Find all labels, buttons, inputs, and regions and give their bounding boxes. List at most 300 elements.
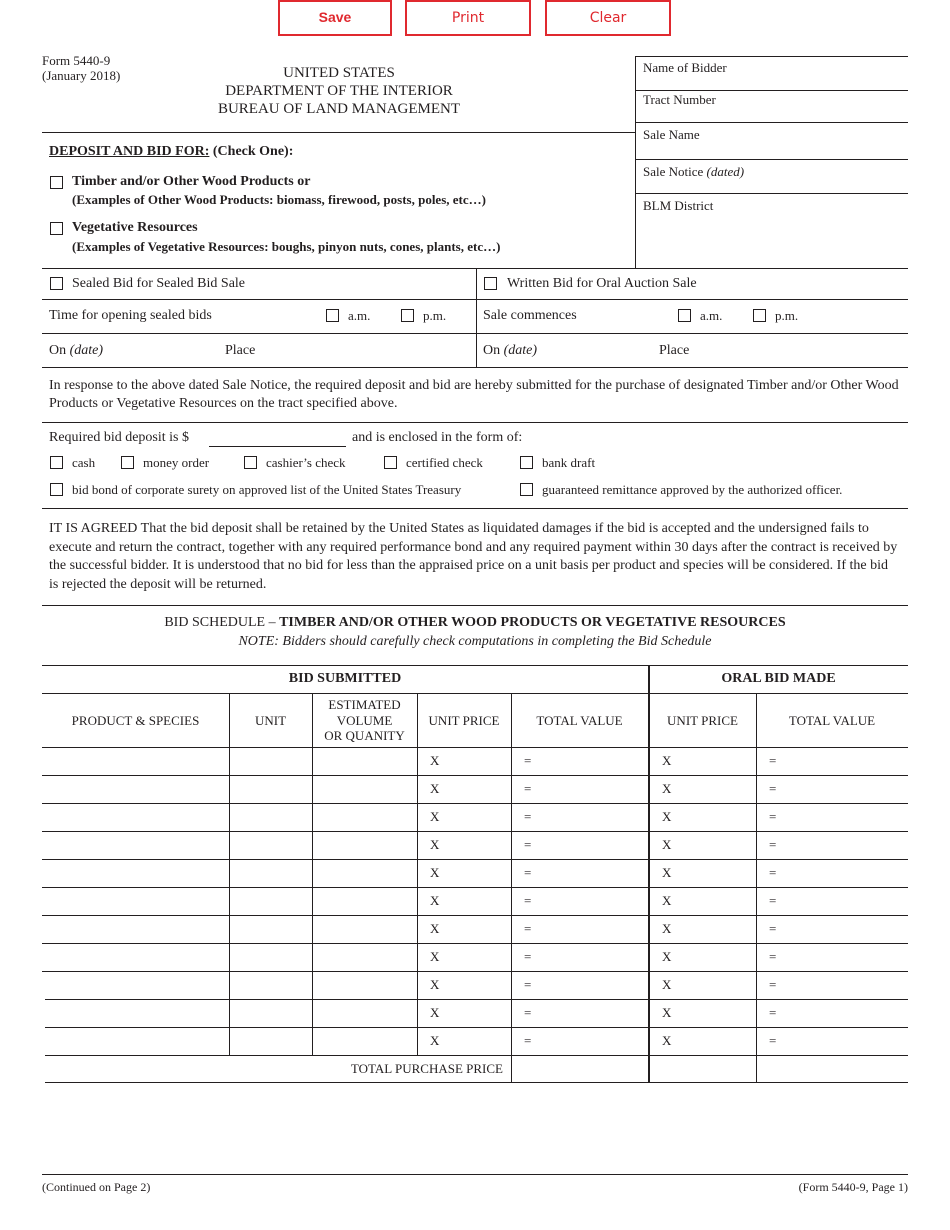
multiply-mark: X: [430, 977, 440, 992]
multiply-mark: X: [430, 753, 440, 768]
multiply-mark: X: [430, 949, 440, 964]
equals-mark: =: [524, 753, 532, 768]
oral-unit-price-input[interactable]: [651, 945, 754, 969]
unit-input[interactable]: [231, 917, 310, 941]
group-divider: [648, 831, 650, 859]
col-divider: [756, 831, 757, 859]
col-total-value: TOTAL VALUE: [536, 713, 623, 728]
bank-draft-label: bank draft: [542, 455, 596, 470]
col-divider: [417, 803, 418, 831]
equals-mark: =: [769, 893, 777, 908]
schedule-title: [42, 615, 908, 631]
vegetative-checkbox[interactable]: [50, 222, 63, 235]
col-divider: [511, 971, 512, 999]
blm-district-label: BLM District: [643, 198, 714, 213]
timber-checkbox[interactable]: [50, 176, 63, 189]
col-divider: [229, 859, 230, 887]
equals-mark: =: [524, 1033, 532, 1048]
col-divider: [511, 747, 512, 775]
equals-mark: =: [524, 921, 532, 936]
oral-total-purchase-price-input[interactable]: [758, 1057, 906, 1081]
check-one-label: (Check One):: [212, 144, 294, 159]
unit-input[interactable]: [231, 833, 310, 857]
total-value-input[interactable]: [513, 861, 646, 885]
oral-on-label: On: [483, 343, 501, 358]
group-divider: [648, 803, 650, 831]
schedule-note: NOTE: Bidders should carefully check computations in completing the Bid Schedule: [238, 634, 712, 649]
oral-place-field[interactable]: [659, 343, 904, 359]
col-product-species: PRODUCT & SPECIES: [71, 713, 200, 728]
col-divider: [312, 943, 313, 971]
bid-bond-label: bid bond of corporate surety on approved list of the United States Treasury: [72, 482, 462, 497]
col-divider: [417, 971, 418, 999]
multiply-mark: X: [662, 1033, 672, 1048]
col-divider: [312, 999, 313, 1027]
product-species-input[interactable]: [44, 1029, 227, 1053]
unit-price-input[interactable]: [419, 973, 509, 997]
bid-submitted-header: BID SUBMITTED: [288, 671, 402, 686]
col-divider: [511, 775, 512, 803]
opening-pm-label: p.m.: [423, 308, 447, 323]
total-purchase-price-input[interactable]: [513, 1057, 646, 1081]
bidder-box-divider: [635, 56, 636, 268]
sealed-date-label: (date): [69, 343, 104, 358]
unit-input[interactable]: [231, 805, 310, 829]
deposit-amount-input[interactable]: [209, 428, 346, 446]
volume-input[interactable]: [314, 1029, 415, 1053]
written-bid-checkbox[interactable]: [484, 277, 497, 290]
opening-pm-checkbox[interactable]: [401, 309, 414, 322]
equals-mark: =: [769, 837, 777, 852]
product-species-input[interactable]: [44, 945, 227, 969]
bidder-line: [635, 159, 908, 160]
product-species-input[interactable]: [44, 833, 227, 857]
required-deposit-label: Required bid deposit is $: [49, 430, 189, 445]
col-divider: [229, 887, 230, 915]
sealed-on-label: On: [49, 343, 67, 358]
col-divider: [756, 999, 757, 1027]
oral-bid-made-header: ORAL BID MADE: [721, 671, 836, 686]
guaranteed-remittance-checkbox[interactable]: [520, 483, 533, 496]
sale-notice-label: Sale Notice: [643, 164, 704, 179]
sale-type-bottom: [42, 367, 908, 368]
oral-unit-price-input[interactable]: [651, 973, 754, 997]
unit-price-input[interactable]: [419, 749, 509, 773]
oral-total-value-input[interactable]: [758, 945, 906, 969]
tract-number-field[interactable]: [643, 92, 905, 120]
col-divider: [756, 859, 757, 887]
agreement-paragraph: IT IS AGREED That the bid deposit shall be retained by the United States as liquidated damages if the bid is accepted and the undersigned fails to execute and return the contract, together with any required performance bond and any required payment within 30 days after the contract is received by the successful bidder. It is understood that no bid for less than the appraised price on a unit basis per product and species will be considered. If the bid is rejected the deposit will be returned.: [49, 521, 898, 592]
volume-input[interactable]: [314, 917, 415, 941]
oral-place-label: Place: [659, 343, 690, 358]
page-number: (Form 5440-9, Page 1): [798, 1180, 908, 1194]
unit-input[interactable]: [231, 1029, 310, 1053]
response-divider: [42, 422, 908, 423]
product-species-input[interactable]: [44, 973, 227, 997]
product-species-input[interactable]: [44, 777, 227, 801]
col-divider: [756, 803, 757, 831]
group-divider: [648, 887, 650, 915]
unit-input[interactable]: [231, 945, 310, 969]
total-value-input[interactable]: [513, 889, 646, 913]
unit-price-input[interactable]: [419, 1029, 509, 1053]
oral-total-value-input[interactable]: [758, 889, 906, 913]
product-species-input[interactable]: [44, 1001, 227, 1025]
agreement-divider: [42, 605, 908, 606]
group-divider: [648, 859, 650, 887]
header-divider: [42, 132, 635, 133]
bank-draft-checkbox[interactable]: [520, 456, 533, 469]
save-button[interactable]: Save: [278, 0, 392, 36]
oral-total-value-input[interactable]: [758, 1001, 906, 1025]
row-border: [45, 999, 908, 1000]
col-divider: [417, 1027, 418, 1055]
col-divider: [312, 803, 313, 831]
equals-mark: =: [524, 977, 532, 992]
multiply-mark: X: [430, 837, 440, 852]
sale-type-line: [42, 299, 908, 300]
col-divider: [229, 999, 230, 1027]
total-value-input[interactable]: [513, 917, 646, 941]
volume-input[interactable]: [314, 945, 415, 969]
agency-line-1: UNITED STATES: [283, 65, 395, 81]
row-border: [45, 1055, 908, 1056]
oral-unit-price-input[interactable]: [651, 1001, 754, 1025]
product-species-input[interactable]: [44, 889, 227, 913]
multiply-mark: X: [662, 1005, 672, 1020]
time-opening-field[interactable]: [49, 308, 309, 324]
col-divider: [312, 915, 313, 943]
col-divider: [511, 999, 512, 1027]
row-border: [42, 831, 908, 832]
col-divider: [229, 831, 230, 859]
oral-unit-price-input[interactable]: [651, 805, 754, 829]
table-group-border: [42, 693, 908, 694]
total-value-input[interactable]: [513, 777, 646, 801]
col-divider: [417, 747, 418, 775]
multiply-mark: X: [662, 865, 672, 880]
total-value-input[interactable]: [513, 833, 646, 857]
name-of-bidder-label: Name of Bidder: [643, 60, 727, 75]
col-oral-unit-price: UNIT PRICE: [667, 713, 738, 728]
multiply-mark: X: [430, 781, 440, 796]
col-divider: [312, 859, 313, 887]
oral-total-value-input[interactable]: [758, 973, 906, 997]
agency-line-3: BUREAU OF LAND MANAGEMENT: [217, 101, 461, 117]
response-paragraph: In response to the above dated Sale Notice, the required deposit and bid are hereby submitted for the purchase of designated Timber and/or Other Wood Products or Vegetative Resources on the tract specified above.: [49, 378, 899, 411]
col-divider: [229, 915, 230, 943]
row-border: [42, 803, 908, 804]
unit-price-input[interactable]: [419, 805, 509, 829]
col-divider: [417, 775, 418, 803]
multiply-mark: X: [430, 809, 440, 824]
row-border: [42, 887, 908, 888]
multiply-mark: X: [662, 921, 672, 936]
col-divider: [756, 887, 757, 915]
multiply-mark: X: [662, 781, 672, 796]
unit-input[interactable]: [231, 1001, 310, 1025]
equals-mark: =: [524, 949, 532, 964]
unit-input[interactable]: [231, 777, 310, 801]
product-species-input[interactable]: [44, 917, 227, 941]
equals-mark: =: [769, 865, 777, 880]
oral-total-value-input[interactable]: [758, 861, 906, 885]
oral-unit-price-input[interactable]: [651, 917, 754, 941]
col-divider: [417, 999, 418, 1027]
oral-unit-price-input[interactable]: [651, 749, 754, 773]
vegetative-label: Vegetative Resources: [72, 220, 198, 235]
multiply-mark: X: [430, 1033, 440, 1048]
volume-input[interactable]: [314, 805, 415, 829]
unit-price-input[interactable]: [419, 833, 509, 857]
equals-mark: =: [524, 837, 532, 852]
unit-input[interactable]: [231, 861, 310, 885]
group-divider: [648, 943, 650, 971]
product-species-input[interactable]: [44, 861, 227, 885]
oral-date-field[interactable]: [483, 343, 653, 359]
equals-mark: =: [769, 921, 777, 936]
oral-total-value-input[interactable]: [758, 1029, 906, 1053]
table-header-border: [42, 747, 908, 748]
bid-bond-checkbox[interactable]: [50, 483, 63, 496]
col-divider: [756, 1027, 757, 1055]
commences-am-checkbox[interactable]: [678, 309, 691, 322]
col-divider: [511, 1027, 512, 1055]
product-species-input[interactable]: [44, 805, 227, 829]
col-divider: [511, 943, 512, 971]
total-value-input[interactable]: [513, 1001, 646, 1025]
unit-input[interactable]: [231, 973, 310, 997]
multiply-mark: X: [430, 893, 440, 908]
timber-examples: (Examples of Other Wood Products: biomass, firewood, posts, poles, etc…): [72, 192, 486, 207]
col-divider: [511, 859, 512, 887]
col-divider: [417, 943, 418, 971]
total-purchase-price-label: TOTAL PURCHASE PRICE: [350, 1061, 503, 1076]
unit-price-input[interactable]: [419, 777, 509, 801]
agency-line-2: DEPARTMENT OF THE INTERIOR: [225, 83, 453, 99]
col-divider: [312, 1027, 313, 1055]
enclosed-label: and is enclosed in the form of:: [352, 430, 523, 445]
form-date: (January 2018): [42, 68, 121, 83]
col-divider: [417, 915, 418, 943]
row-border: [42, 915, 908, 916]
group-divider: [648, 1027, 650, 1055]
sealed-bid-checkbox[interactable]: [50, 277, 63, 290]
oral-unit-price-input[interactable]: [651, 1029, 754, 1053]
oral-total-value-input[interactable]: [758, 833, 906, 857]
sale-commences-field[interactable]: [483, 308, 663, 324]
unit-price-input[interactable]: [419, 1001, 509, 1025]
equals-mark: =: [524, 1005, 532, 1020]
money-order-checkbox[interactable]: [121, 456, 134, 469]
volume-input[interactable]: [314, 833, 415, 857]
commences-pm-label: p.m.: [775, 308, 799, 323]
clear-button[interactable]: Clear: [545, 0, 671, 36]
footer-divider: [42, 1174, 908, 1175]
bidder-line: [635, 193, 908, 194]
oral-total-value-input[interactable]: [758, 805, 906, 829]
volume-input[interactable]: [314, 749, 415, 773]
print-button[interactable]: Print: [405, 0, 531, 36]
total-row-border: [45, 1082, 908, 1083]
sealed-place-label: Place: [225, 343, 256, 358]
col-volume-line-2: VOLUME: [336, 712, 393, 728]
sale-notice-field[interactable]: [643, 164, 905, 191]
col-divider: [511, 915, 512, 943]
col-divider: [312, 887, 313, 915]
guaranteed-remittance-label: guaranteed remittance approved by the authorized officer.: [542, 482, 843, 497]
volume-input[interactable]: [314, 1001, 415, 1025]
unit-input[interactable]: [231, 749, 310, 773]
col-divider: [511, 831, 512, 859]
total-value-input[interactable]: [513, 805, 646, 829]
total-value-input[interactable]: [513, 945, 646, 969]
deposit-for-title: DEPOSIT AND BID FOR:: [49, 144, 210, 159]
vegetative-examples: (Examples of Vegetative Resources: boughs, pinyon nuts, cones, plants, etc…): [72, 239, 501, 254]
col-divider: [756, 747, 757, 775]
volume-input[interactable]: [314, 889, 415, 913]
row-border: [42, 859, 908, 860]
oral-total-value-input[interactable]: [758, 749, 906, 773]
total-value-input[interactable]: [513, 1029, 646, 1053]
col-volume-line-1: ESTIMATED: [328, 697, 401, 712]
col-divider: [511, 1055, 512, 1082]
col-divider: [312, 775, 313, 803]
col-divider: [229, 943, 230, 971]
certified-check-checkbox[interactable]: [384, 456, 397, 469]
oral-date-label: (date): [503, 343, 538, 358]
col-unit: UNIT: [254, 713, 287, 728]
deposit-for-heading: [49, 144, 293, 160]
commences-am-label: a.m.: [700, 308, 723, 323]
unit-price-input[interactable]: [419, 861, 509, 885]
col-divider: [417, 859, 418, 887]
unit-price-input[interactable]: [419, 945, 509, 969]
deposit-amount-underline: [209, 446, 346, 447]
equals-mark: =: [769, 809, 777, 824]
bidder-line: [635, 122, 908, 123]
name-of-bidder-field[interactable]: [643, 60, 905, 88]
volume-input[interactable]: [314, 861, 415, 885]
cashiers-check-label: cashier’s check: [266, 455, 346, 470]
sealed-place-field[interactable]: [225, 343, 470, 359]
deposit-divider: [42, 508, 908, 509]
volume-input[interactable]: [314, 973, 415, 997]
oral-unit-price-input[interactable]: [651, 889, 754, 913]
multiply-mark: X: [662, 809, 672, 824]
equals-mark: =: [524, 809, 532, 824]
group-divider: [648, 747, 650, 775]
sale-name-label: Sale Name: [643, 127, 700, 142]
unit-price-input[interactable]: [419, 889, 509, 913]
oral-unit-price-input[interactable]: [651, 777, 754, 801]
col-divider: [229, 775, 230, 803]
certified-check-label: certified check: [406, 455, 483, 470]
continued-note: (Continued on Page 2): [42, 1180, 151, 1194]
unit-input[interactable]: [231, 889, 310, 913]
row-border: [42, 971, 908, 972]
total-value-input[interactable]: [513, 749, 646, 773]
sale-type-top: [42, 268, 908, 269]
row-border: [42, 943, 908, 944]
equals-mark: =: [769, 949, 777, 964]
col-divider: [756, 775, 757, 803]
multiply-mark: X: [662, 893, 672, 908]
group-divider: [648, 775, 650, 803]
sale-type-divider: [476, 268, 477, 367]
multiply-mark: X: [662, 949, 672, 964]
oral-unit-price-input[interactable]: [651, 861, 754, 885]
col-divider: [417, 887, 418, 915]
schedule-title-main: TIMBER AND/OR OTHER WOOD PRODUCTS OR VEGETATIVE RESOURCES: [279, 615, 786, 630]
row-border: [42, 775, 908, 776]
timber-label: Timber and/or Other Wood Products or: [72, 174, 311, 189]
col-divider: [229, 971, 230, 999]
col-volume-line-3: OR QUANITY: [324, 728, 405, 743]
tract-number-label: Tract Number: [643, 92, 716, 107]
volume-input[interactable]: [314, 777, 415, 801]
multiply-mark: X: [662, 837, 672, 852]
cash-label: cash: [72, 455, 96, 470]
col-divider: [756, 915, 757, 943]
money-order-label: money order: [143, 455, 210, 470]
group-divider: [648, 915, 650, 943]
group-divider: [648, 999, 650, 1027]
equals-mark: =: [769, 1033, 777, 1048]
written-bid-label: Written Bid for Oral Auction Sale: [507, 276, 697, 291]
oral-total-value-input[interactable]: [758, 777, 906, 801]
multiply-mark: X: [430, 865, 440, 880]
sale-name-field[interactable]: [643, 127, 905, 157]
opening-am-checkbox[interactable]: [326, 309, 339, 322]
table-top-border: [42, 665, 908, 666]
unit-price-input[interactable]: [419, 917, 509, 941]
multiply-mark: X: [430, 1005, 440, 1020]
col-divider: [312, 747, 313, 775]
sealed-date-field[interactable]: [49, 343, 219, 359]
row-border: [45, 1027, 908, 1028]
oral-unit-price-input[interactable]: [651, 833, 754, 857]
col-divider: [229, 803, 230, 831]
col-divider: [417, 831, 418, 859]
commences-pm-checkbox[interactable]: [753, 309, 766, 322]
oral-total-value-input[interactable]: [758, 917, 906, 941]
total-value-input[interactable]: [513, 973, 646, 997]
cashiers-check-checkbox[interactable]: [244, 456, 257, 469]
sale-commences-label: Sale commences: [483, 308, 577, 323]
col-divider: [229, 747, 230, 775]
equals-mark: =: [524, 893, 532, 908]
equals-mark: =: [769, 977, 777, 992]
bidder-line: [635, 90, 908, 91]
group-divider: [648, 1055, 650, 1082]
product-species-input[interactable]: [44, 749, 227, 773]
sale-notice-dated-label: (dated): [706, 164, 745, 179]
equals-mark: =: [769, 1005, 777, 1020]
col-divider: [511, 803, 512, 831]
cash-checkbox[interactable]: [50, 456, 63, 469]
col-unit-price: UNIT PRICE: [428, 713, 500, 728]
schedule-title-prefix: BID SCHEDULE –: [164, 615, 276, 630]
equals-mark: =: [769, 753, 777, 768]
col-divider: [312, 831, 313, 859]
sealed-bid-label: Sealed Bid for Sealed Bid Sale: [72, 276, 246, 291]
multiply-mark: X: [430, 921, 440, 936]
form-number: Form 5440-9: [42, 53, 111, 68]
blm-district-field[interactable]: [643, 198, 905, 264]
col-divider: [756, 943, 757, 971]
col-divider: [756, 1055, 757, 1082]
